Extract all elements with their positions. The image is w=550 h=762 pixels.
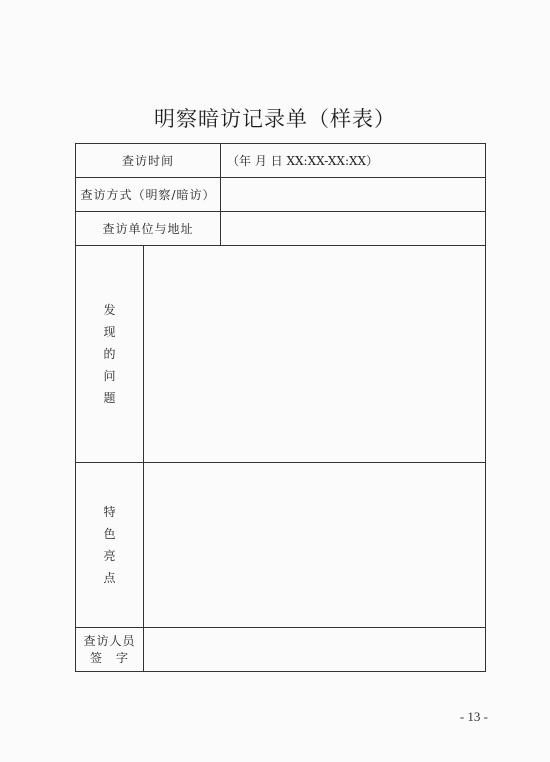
row-problems xyxy=(76,246,486,463)
highlights-char: 点 xyxy=(103,571,116,585)
highlights-field[interactable] xyxy=(144,463,486,628)
inspect-time-field[interactable]: （年 月 日 XX:XX-XX:XX） xyxy=(221,144,486,178)
method-label: 查访方式（明察/暗访） xyxy=(76,178,221,212)
inspection-record-form xyxy=(75,143,486,672)
unit-field[interactable] xyxy=(221,212,486,246)
problems-field[interactable] xyxy=(144,246,486,463)
problems-char: 发 xyxy=(103,303,116,317)
inspect-time-label: 查访时间 xyxy=(76,144,221,178)
problems-char: 题 xyxy=(103,391,116,405)
method-field[interactable] xyxy=(221,178,486,212)
highlights-char: 特 xyxy=(103,505,116,519)
highlights-char: 亮 xyxy=(103,549,116,563)
page-number: - 13 - xyxy=(459,709,488,724)
page-title: 明察暗访记录单（样表） xyxy=(154,107,396,131)
row-inspect-time xyxy=(76,144,486,178)
unit-label: 查访单位与地址 xyxy=(76,212,221,246)
row-highlights xyxy=(76,463,486,628)
row-inspector-sign xyxy=(76,628,486,672)
row-method xyxy=(76,178,486,212)
problems-char: 现 xyxy=(103,325,116,339)
inspector-sign-label xyxy=(76,628,144,672)
inspector-sign-field[interactable] xyxy=(144,628,486,672)
row-unit xyxy=(76,212,486,246)
inspector-label-line2: 签 字 xyxy=(89,650,129,665)
problems-char: 问 xyxy=(103,369,116,383)
problems-label xyxy=(76,246,144,463)
problems-char: 的 xyxy=(103,347,116,361)
highlights-char: 色 xyxy=(103,527,116,541)
highlights-label xyxy=(76,463,144,628)
inspector-label-line1: 查访人员 xyxy=(83,633,136,648)
